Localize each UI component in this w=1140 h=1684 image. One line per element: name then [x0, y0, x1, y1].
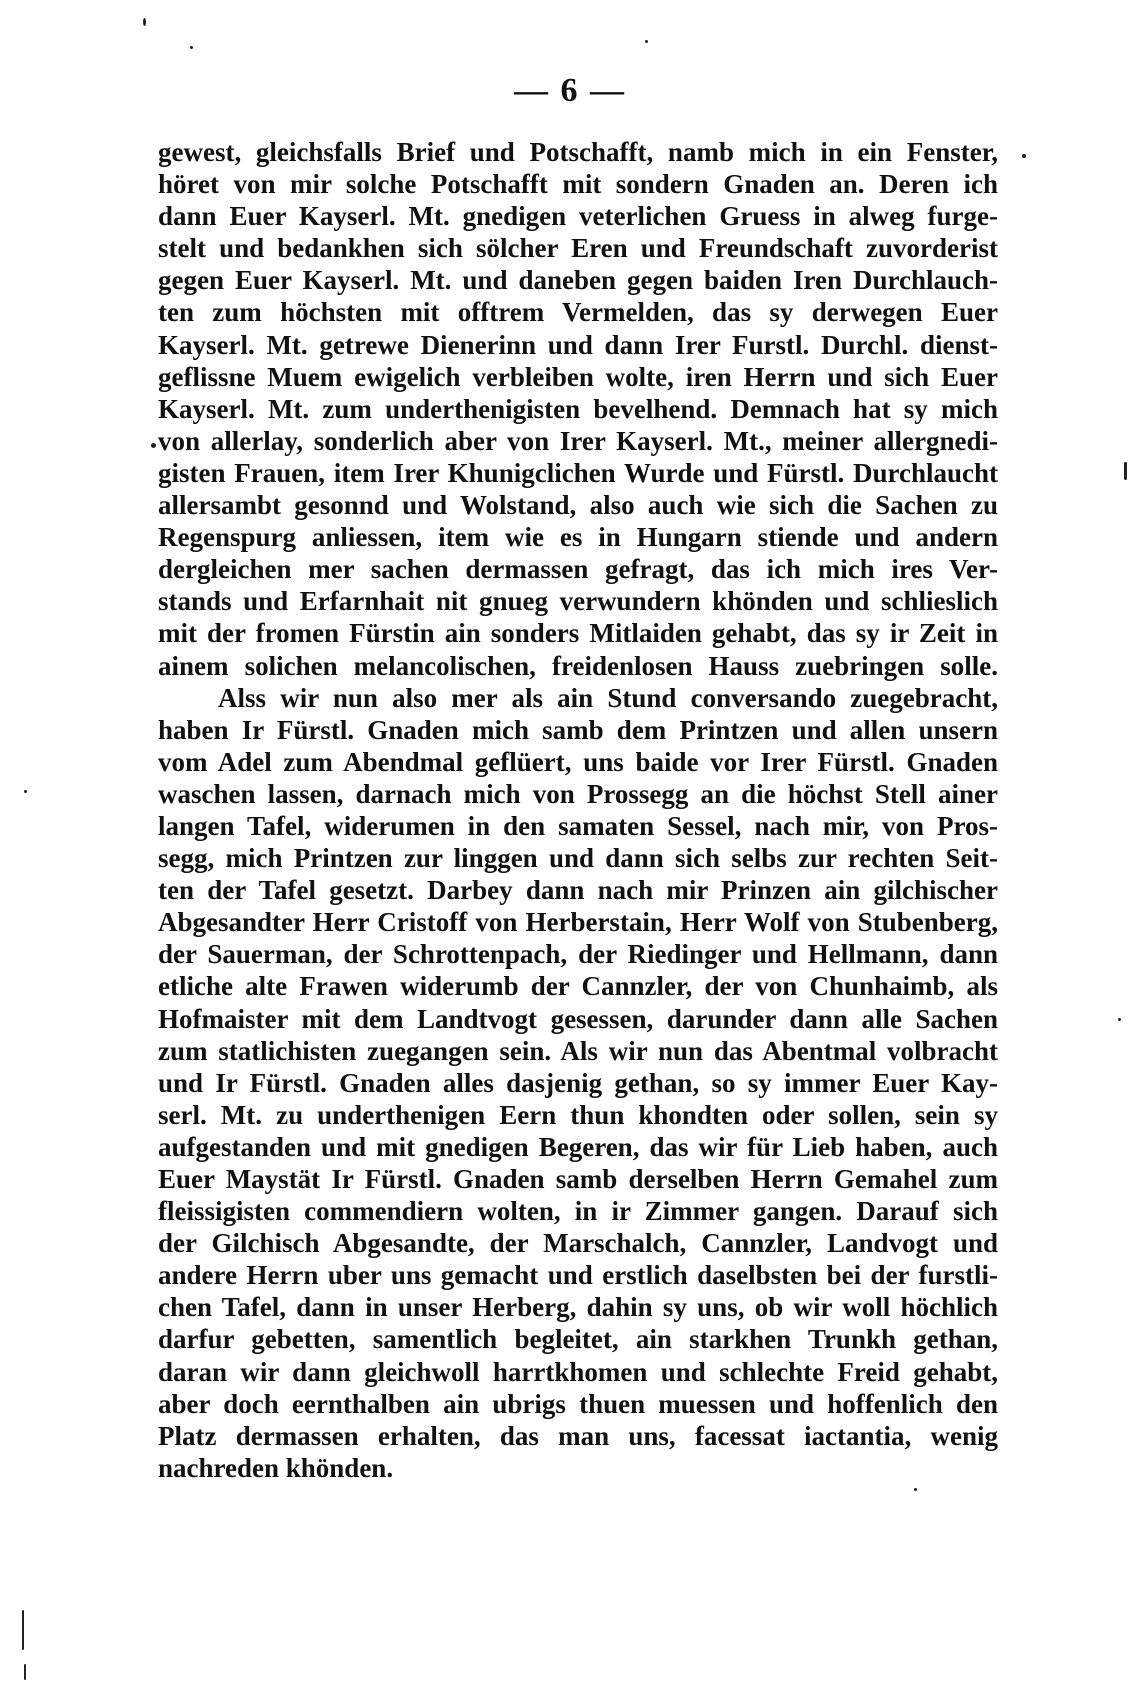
text-line: gewest, gleichsfalls Brief und Potschafft, namb mich in ein Fenster,	[158, 137, 998, 167]
text-line: von allerlay, sonderlich aber von Irer Kayserl. Mt., meiner allergnedi-	[158, 425, 998, 456]
text-line: vom Adel zum Abendmal geflüert, uns baide vor Irer Fürstl. Gnaden	[158, 746, 998, 777]
text-line: höret von mir solche Potschafft mit sondern Gnaden an. Deren ich	[158, 169, 998, 200]
text-line: Regenspurg anliessen, item wie es in Hungarn stiende und andern	[158, 522, 998, 553]
text-line: chen Tafel, dann in unser Herberg, dahin sy uns, ob wir woll höchlich	[158, 1292, 998, 1323]
text-line: dann Euer Kayserl. Mt. gnedigen veterlichen Gruess in alweg furge-	[158, 201, 998, 232]
text-line: ten zum höchsten mit offtrem Vermelden, das sy derwegen Euer	[158, 297, 998, 328]
print-speck	[143, 18, 146, 26]
text-line: stelt und bedankhen sich sölcher Eren und Freundschaft zuvorderist	[158, 233, 998, 264]
text-line: geflissne Muem ewigelich verbleiben wolte, iren Herrn und sich Euer	[158, 361, 998, 392]
text-line: andere Herrn uber uns gemacht und erstlich daselbsten bei der furstli-	[158, 1260, 998, 1291]
text-line: etliche alte Frawen widerumb der Cannzler, der von Chunhaimb, als	[158, 971, 998, 1002]
paragraph-end-line: ainem solichen melancolischen, freidenlosen Hauss zuebringen solle.	[158, 650, 998, 681]
print-speck	[24, 1664, 26, 1680]
text-line: und Ir Fürstl. Gnaden alles dasjenig gethan, so sy immer Euer Kay-	[158, 1067, 998, 1098]
text-line: Euer Maystät Ir Fürstl. Gnaden samb derselben Herrn Gemahel zum	[158, 1164, 998, 1194]
text-line: aber doch eernthalben ain ubrigs thuen muessen und hoffenlich den	[158, 1388, 998, 1419]
print-speck	[22, 1610, 24, 1650]
text-line: Hofmaister mit dem Landtvogt gesessen, darunder dann alle Sachen	[158, 1003, 998, 1034]
text-line: der Gilchisch Abgesandte, der Marschalch, Cannzler, Landvogt und	[158, 1228, 998, 1259]
text-line: der Sauerman, der Schrottenpach, der Riedinger und Hellmann, dann	[158, 939, 998, 970]
text-line: mit der fromen Fürstin ain sonders Mitlaiden gehabt, das sy ir Zeit in	[158, 618, 998, 649]
print-speck	[1022, 154, 1026, 158]
paragraph-start-line: Alss wir nun also mer als ain Stund conversando zuegebracht,	[218, 682, 998, 713]
paragraph-end-line: nachreden khönden.	[158, 1452, 394, 1483]
text-line: darfur gebetten, samentlich begleitet, ain starkhen Trunkh gethan,	[158, 1324, 998, 1355]
print-speck	[190, 46, 193, 49]
text-line: serl. Mt. zu underthenigen Eern thun khondten oder sollen, sein sy	[158, 1099, 998, 1130]
text-line: daran wir dann gleichwoll harrtkhomen und schlechte Freid gehabt,	[158, 1356, 998, 1387]
text-line: Kayserl. Mt. getrewe Dienerinn und dann Irer Furstl. Durchl. dienst-	[158, 329, 998, 360]
body-text	[158, 136, 998, 1484]
text-line: fleissigisten commendiern wolten, in ir Zimmer gangen. Darauf sich	[158, 1196, 998, 1227]
text-line: aufgestanden und mit gnedigen Begeren, das wir für Lieb haben, auch	[158, 1131, 998, 1162]
text-line: stands und Erfarnhait nit gnueg verwundern khönden und schlieslich	[158, 586, 998, 617]
print-speck	[1118, 1018, 1121, 1021]
text-line: Abgesandter Herr Cristoff von Herberstain, Herr Wolf von Stubenberg,	[158, 907, 998, 938]
print-speck	[24, 790, 27, 793]
text-line: Platz dermassen erhalten, das man uns, facessat iactantia, wenig	[158, 1420, 998, 1451]
text-line: dergleichen mer sachen dermassen gefragt, das ich mich ires Ver-	[158, 554, 998, 585]
page-number: — 6 —	[514, 72, 626, 109]
text-line: haben Ir Fürstl. Gnaden mich samb dem Printzen und allen unsern	[158, 714, 998, 745]
print-speck	[645, 40, 648, 43]
text-line: waschen lassen, darnach mich von Prossegg an die höchst Stell ainer	[158, 778, 998, 809]
text-line: ten der Tafel gesetzt. Darbey dann nach mir Prinzen ain gilchischer	[158, 875, 998, 906]
text-line: zum statlichisten zuegangen sein. Als wir nun das Abentmal volbracht	[158, 1035, 998, 1066]
print-speck	[914, 1488, 917, 1491]
text-line: gisten Frauen, item Irer Khunigclichen Wurde und Fürstl. Durchlaucht	[158, 457, 998, 488]
text-line: segg, mich Printzen zur linggen und dann sich selbs zur rechten Seit-	[158, 843, 998, 874]
text-line: allersambt gesonnd und Wolstand, also auch wie sich die Sachen zu	[158, 490, 998, 521]
text-line: gegen Euer Kayserl. Mt. und daneben gegen baiden Iren Durchlauch-	[158, 265, 998, 296]
print-speck	[151, 443, 156, 448]
print-speck	[1124, 462, 1127, 480]
text-line: langen Tafel, widerumen in den samaten Sessel, nach mir, von Pros-	[158, 810, 998, 841]
text-line: Kayserl. Mt. zum underthenigisten bevelhend. Demnach hat sy mich	[158, 393, 998, 424]
